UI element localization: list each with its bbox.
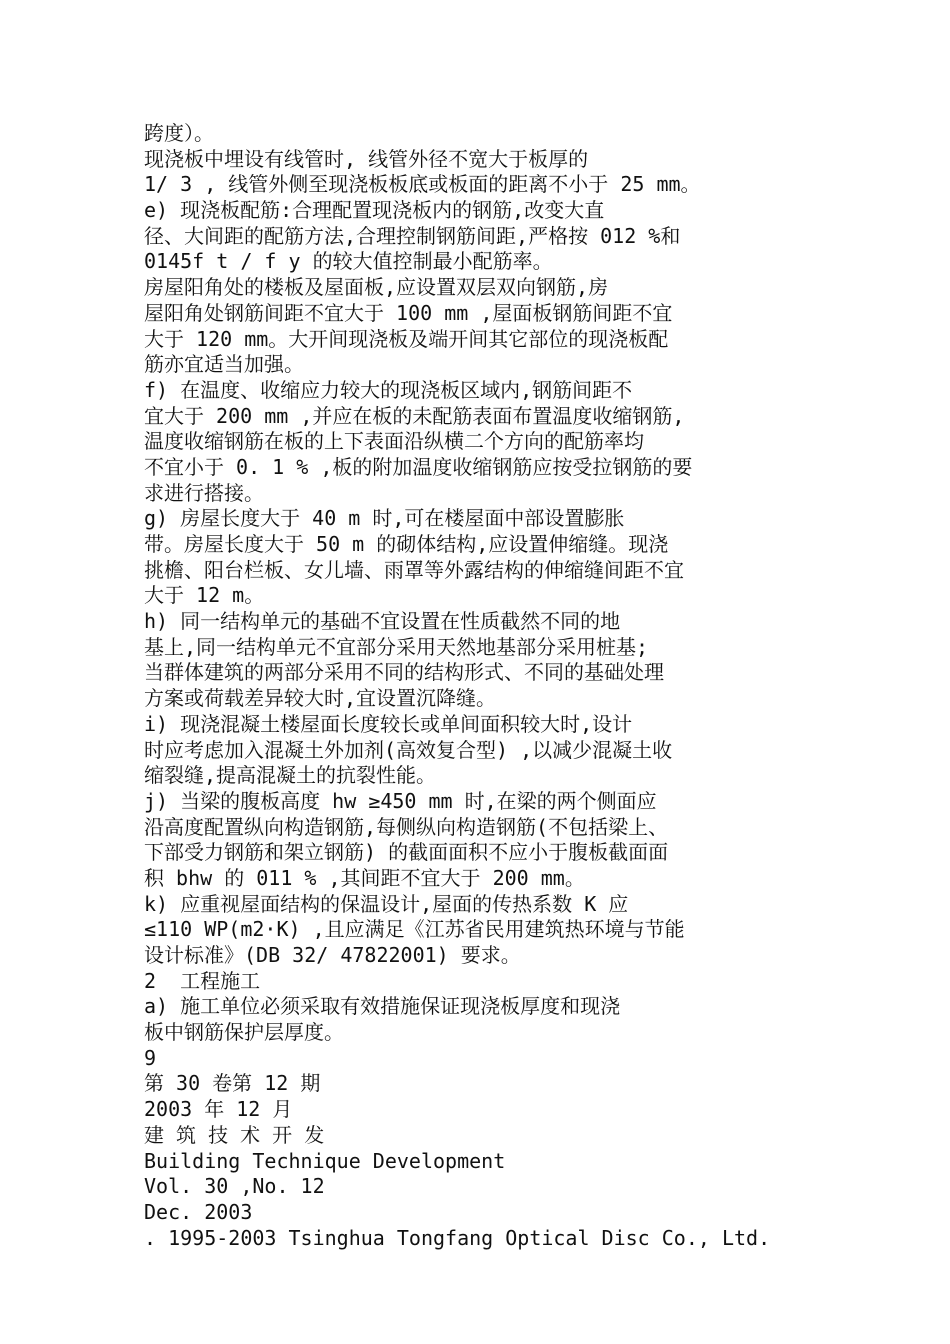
text-line: i) 现浇混凝土楼屋面长度较长或单间面积较大时,设计 (144, 711, 633, 736)
text-line: 不宜小于 0. 1 % ,板的附加温度收缩钢筋应按受拉钢筋的要 (144, 454, 693, 479)
text-line: 挑檐、阳台栏板、女儿墙、雨罩等外露结构的伸缩缝间距不宜 (144, 557, 684, 582)
text-line: 设计标准》(DB 32/ 47822001) 要求。 (144, 943, 521, 967)
text-line: h) 同一结构单元的基础不宜设置在性质截然不同的地 (144, 609, 621, 634)
text-line: 带。房屋长度大于 50 m 的砌体结构,应设置伸缩缝。现浇 (144, 532, 669, 556)
text-line: k) 应重视屋面结构的保温设计,屋面的传热系数 K 应 (144, 891, 629, 916)
copyright-line: . 1995-2003 Tsinghua Tongfang Optical Disc Co., Ltd. (144, 1225, 771, 1250)
text-line: 当群体建筑的两部分采用不同的结构形式、不同的基础处理 (144, 660, 664, 685)
text-line: 时应考虑加入混凝土外加剂(高效复合型) ,以减少混凝土收 (144, 737, 673, 762)
text-line: 大于 120 mm。大开间现浇板及端开间其它部位的现浇板配 (144, 326, 669, 351)
journal-issue: 第 30 卷第 12 期 (144, 1071, 321, 1096)
text-line: 1/ 3 , 线管外侧至现浇板板底或板面的距离不小于 25 mm。 (144, 172, 701, 197)
text-line: 大于 12 m。 (144, 583, 265, 608)
page-number: 9 (144, 1045, 157, 1070)
text-line: ≤110 WP(m2·K) ,且应满足《江苏省民用建筑热环境与节能 (144, 917, 685, 942)
text-line: f) 在温度、收缩应力较大的现浇板区域内,钢筋间距不 (144, 377, 633, 402)
journal-title-en: Building Technique Development (144, 1148, 506, 1173)
text-line: 跨度）。 (144, 121, 214, 145)
text-line: 板中钢筋保护层厚度。 (144, 1020, 344, 1045)
text-line: 沿高度配置纵向构造钢筋,每侧纵向构造钢筋(不包括梁上、 (144, 814, 669, 839)
text-line: j) 当梁的腹板高度 hw ≥450 mm 时,在梁的两个侧面应 (144, 788, 657, 813)
text-line: 方案或荷载差异较大时,宜设置沉降缝。 (144, 686, 497, 711)
text-line: 基上,同一结构单元不宜部分采用天然地基部分采用桩基; (144, 634, 649, 659)
text-line: 筋亦宜适当加强。 (144, 352, 304, 377)
text-line: 现浇板中埋设有线管时, 线管外径不宽大于板厚的 (144, 146, 589, 171)
text-line: 0145f t / f y 的较大值控制最小配筋率。 (144, 249, 553, 274)
text-line: g) 房屋长度大于 40 m 时,可在楼屋面中部设置膨胀 (144, 506, 625, 531)
journal-volume: Vol. 30 ,No. 12 (144, 1174, 325, 1199)
text-line: e) 现浇板配筋:合理配置现浇板内的钢筋,改变大直 (144, 198, 605, 223)
section-heading: 2 工程施工 (144, 968, 261, 993)
journal-date-en: Dec. 2003 (144, 1199, 253, 1224)
text-line: 求进行搭接。 (144, 480, 264, 505)
text-line: 下部受力钢筋和架立钢筋) 的截面面积不应小于腹板截面面 (144, 840, 669, 865)
journal-title-cn: 建 筑 技 术 开 发 (144, 1122, 325, 1147)
text-line: 房屋阳角处的楼板及屋面板,应设置双层双向钢筋,房 (144, 275, 609, 300)
text-line: 缩裂缝,提高混凝土的抗裂性能。 (144, 763, 437, 788)
text-line: a) 施工单位必须采取有效措施保证现浇板厚度和现浇 (144, 994, 621, 1019)
text-line: 宜大于 200 mm ,并应在板的未配筋表面布置温度收缩钢筋, (144, 403, 685, 428)
text-line: 径、大间距的配筋方法,合理控制钢筋间距,严格按 012 %和 (144, 223, 681, 248)
journal-date: 2003 年 12 月 (144, 1097, 293, 1122)
text-line: 温度收缩钢筋在板的上下表面沿纵横二个方向的配筋率均 (144, 429, 644, 454)
text-body (144, 121, 934, 1251)
text-line: 屋阳角处钢筋间距不宜大于 100 mm ,屋面板钢筋间距不宜 (144, 300, 673, 325)
text-line: 积 bhw 的 011 % ,其间距不宜大于 200 mm。 (144, 865, 585, 890)
